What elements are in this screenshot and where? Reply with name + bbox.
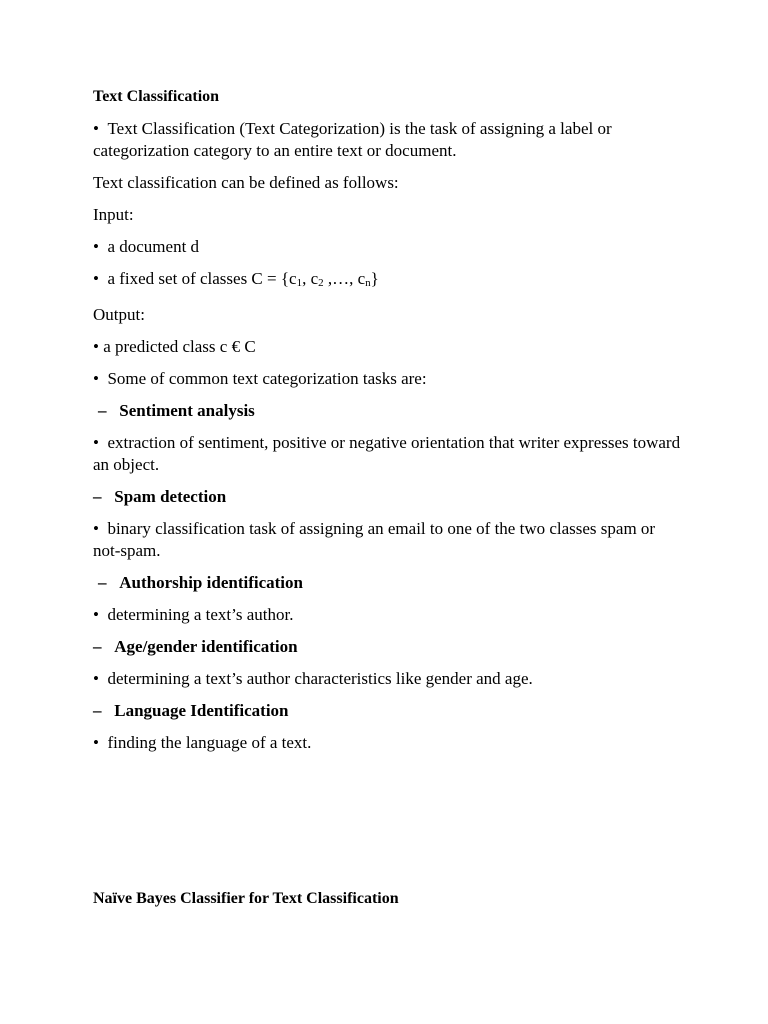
bullet-icon: • (93, 433, 99, 452)
bullet-icon: • (93, 605, 99, 624)
task-description-text: binary classification task of assigning an email to one of the two classes spam or not-spam. (93, 519, 656, 560)
bullet-icon: • (93, 237, 99, 256)
task-heading (93, 636, 683, 658)
subscript-1: 1 (296, 277, 303, 289)
dash-icon: – (93, 637, 102, 656)
task-description (93, 732, 683, 754)
dash-icon: – (98, 573, 107, 592)
output-label: Output: (93, 305, 145, 324)
task-description (93, 604, 683, 626)
input-document-text: a document d (107, 237, 200, 256)
task-heading (93, 486, 683, 508)
classes-separator-1: , c (302, 269, 319, 288)
dash-icon: – (98, 401, 107, 420)
task-heading (93, 572, 683, 594)
bullet-icon: • (93, 733, 99, 752)
task-description-text: determining a text’s author. (107, 605, 294, 624)
subscript-2: 2 (318, 277, 324, 289)
task-description-text: finding the language of a text. (107, 733, 312, 752)
input-document-bullet (93, 236, 683, 258)
tasks-intro-text: Some of common text categorization tasks are: (107, 369, 427, 388)
input-classes-bullet (93, 268, 683, 294)
document-page (93, 86, 683, 754)
bullet-icon: • (93, 669, 99, 688)
task-heading-text: Authorship identification (119, 573, 303, 592)
task-heading-text: Language Identification (114, 701, 289, 720)
definition-bullet (93, 118, 683, 162)
task-heading-text: Spam detection (114, 487, 227, 506)
defined-as-text: Text classification can be defined as follows: (93, 173, 399, 192)
dash-icon: – (93, 701, 102, 720)
bullet-icon: • (93, 369, 99, 388)
definition-text: Text Classification (Text Categorization) is the task of assigning a label or categorization category to an entire text or document. (93, 119, 612, 160)
next-section-title: Naïve Bayes Classifier for Text Classification (93, 890, 399, 907)
classes-close-brace: } (370, 269, 379, 288)
bullet-icon: • (93, 519, 99, 538)
tasks-intro-bullet (93, 368, 683, 390)
output-prediction: • a predicted class c € C (93, 337, 256, 356)
task-heading-text: Age/gender identification (114, 637, 298, 656)
task-description-text: determining a text’s author characteristics like gender and age. (107, 669, 533, 688)
task-description-text: extraction of sentiment, positive or negative orientation that writer expresses toward an object. (93, 433, 681, 474)
task-description (93, 518, 683, 562)
bullet-icon: • (93, 119, 99, 138)
dash-icon: – (93, 487, 102, 506)
input-label: Input: (93, 205, 134, 224)
classes-separator-2: ,…, c (323, 269, 366, 288)
task-description (93, 668, 683, 690)
subscript-n: n (365, 277, 371, 289)
section-title: Text Classification (93, 88, 220, 105)
task-heading (93, 700, 683, 722)
task-heading (93, 400, 683, 422)
task-description (93, 432, 683, 476)
input-classes-text: a fixed set of classes C = {c (107, 269, 297, 288)
bullet-icon: • (93, 269, 99, 288)
task-heading-text: Sentiment analysis (119, 401, 255, 420)
